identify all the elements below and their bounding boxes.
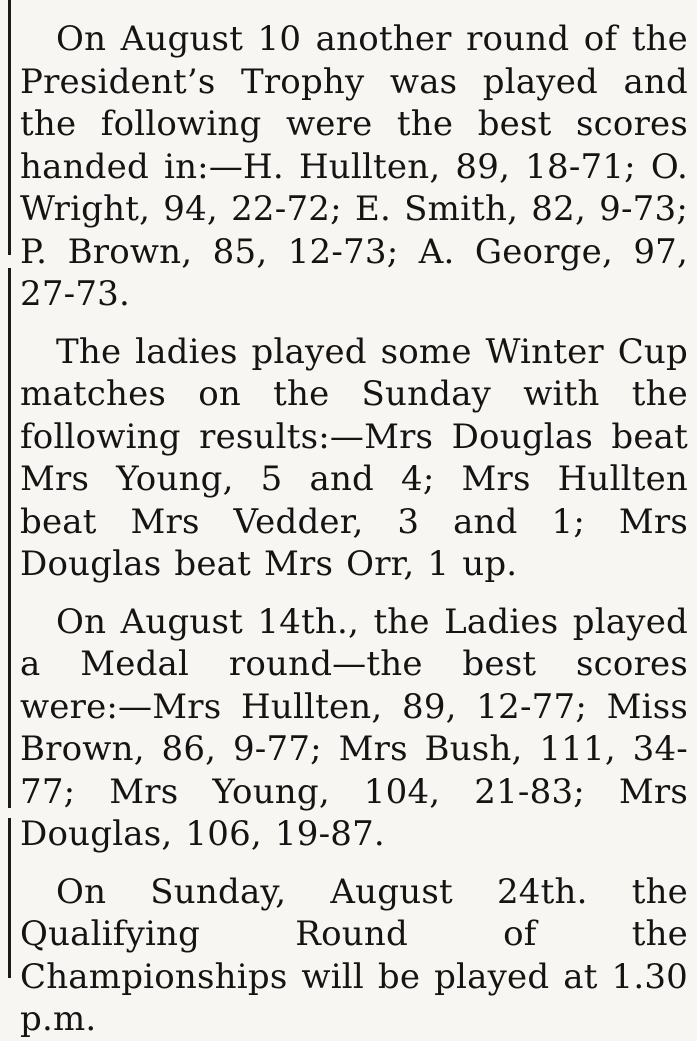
column-rule-middle	[8, 268, 11, 808]
paragraph-winter-cup: The ladies played some Winter Cup matches on the Sunday with the following results:—Mrs Douglas beat Mrs Young, 5 and 4; Mrs Hullten beat Mrs Vedder, 3 and 1; Mrs Douglas beat Mrs Orr, 1 up.	[20, 331, 688, 584]
column-rule-bottom	[8, 818, 11, 978]
paragraph-championship-qualifying: On Sunday, August 24th. the Qualifying Round of the Championships will be played at 1.30 p.m.	[20, 871, 688, 1039]
paragraph-presidents-trophy: On August 10 another round of the President’s Trophy was played and the following were the best scores handed in:—H. Hullten, 89, 18-71; O. Wright, 94, 22-72; E. Smith, 82, 9-73; P. Brown, 85, 12-73; A. George, 97, 27-73.	[20, 19, 688, 314]
column-rule-top	[8, 0, 11, 255]
news-column	[20, 18, 688, 1041]
paragraph-ladies-medal: On August 14th., the Ladies played a Medal round—the best scores were:—Mrs Hullten, 89, 12-77; Miss Brown, 86, 9-77; Mrs Bush, 111, 34-77; Mrs Young, 104, 21-83; Mrs Douglas, 106, 19-87.	[20, 601, 688, 854]
